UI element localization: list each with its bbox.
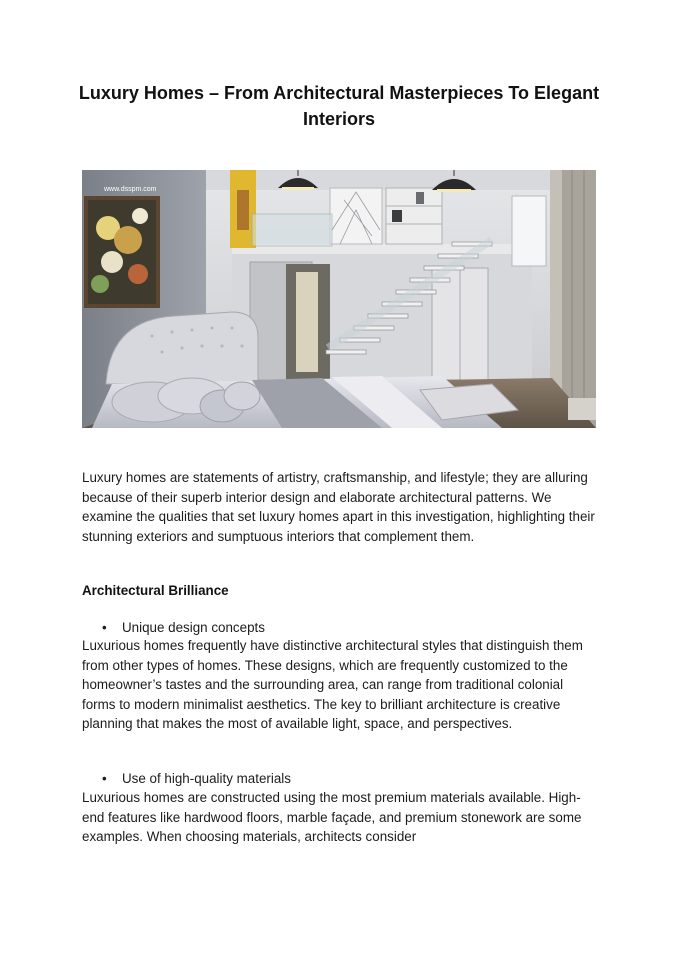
luxury-bedroom-photo bbox=[82, 170, 596, 428]
bullet-item-unique-design bbox=[102, 618, 265, 637]
bullet-icon: • bbox=[102, 771, 107, 786]
watermark-text: www.dsspm.com bbox=[104, 186, 157, 193]
bullet-item-materials bbox=[102, 769, 291, 788]
bullet-label: Unique design concepts bbox=[122, 620, 265, 635]
intro-paragraph: Luxury homes are statements of artistry, craftsmanship, and lifestyle; they are alluring because of their superb interior design and elaborate architectural patterns. We examine the qualities that set luxury homes apart in this investigation, highlighting their stunning exteriors and sumptuous interiors that complement them. bbox=[82, 470, 595, 544]
bullet-label: Use of high-quality materials bbox=[122, 771, 291, 786]
materials-paragraph: Luxurious homes are constructed using the most premium materials available. High-end features like hardwood floors, marble façade, and premium stonework are some examples. When choosing materials, architects consider bbox=[82, 790, 582, 845]
unique-design-paragraph: Luxurious homes frequently have distinctive architectural styles that distinguish them from other types of homes. These designs, which are frequently customized to the homeowner’s tastes and the surrounding area, can range from traditional colonial forms to modern minimalist aesthetics. The key to brilliant architecture is creative planning that makes the most of available light, space, and perspectives. bbox=[82, 638, 583, 732]
page-title: Luxury Homes – From Architectural Masterpieces To Elegant Interiors bbox=[78, 83, 600, 129]
bullet-icon: • bbox=[102, 620, 107, 635]
section-heading: Architectural Brilliance bbox=[82, 583, 229, 598]
